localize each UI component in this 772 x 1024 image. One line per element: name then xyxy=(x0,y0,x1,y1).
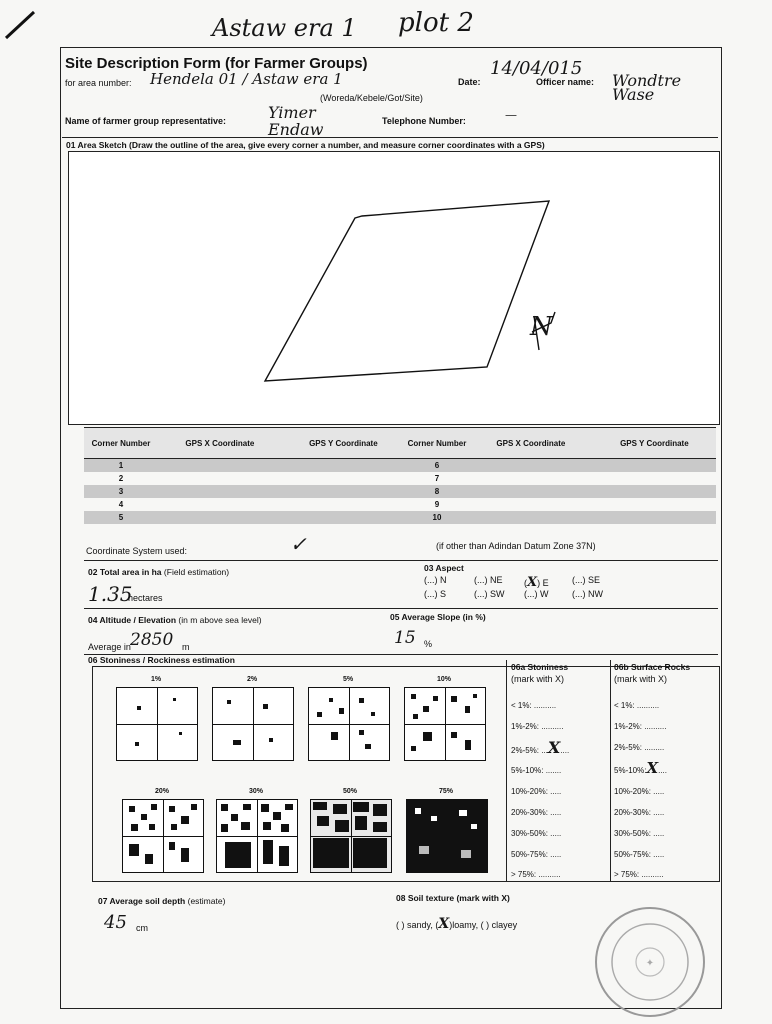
diagram-label: 1% xyxy=(150,676,162,683)
area-outline xyxy=(69,152,719,424)
aspect-option[interactable]: (...) N xyxy=(424,575,447,585)
altitude-unit: m xyxy=(182,642,190,652)
corner-number: 7 xyxy=(434,474,440,483)
coordinate-note: (if other than Adindan Datum Zone 37N) xyxy=(436,541,596,551)
aspect-option[interactable]: (...) NE xyxy=(474,575,503,585)
gps-cell[interactable] xyxy=(593,472,716,485)
svg-text:✦: ✦ xyxy=(645,958,655,969)
stoniness-option[interactable]: 50%-75%: ..... xyxy=(511,849,562,859)
gps-cell[interactable] xyxy=(469,459,593,473)
divider xyxy=(62,137,718,138)
aspect-option[interactable]: (...) SW xyxy=(474,589,505,599)
diagram-label: 50% xyxy=(342,788,357,795)
gps-cell[interactable] xyxy=(469,472,593,485)
surface-rock-option[interactable]: 5%-10%:X.... xyxy=(614,759,667,778)
corner-number: 1 xyxy=(84,459,158,473)
stoniness-heading: 06 Stoniness / Rockiness estimation xyxy=(88,655,235,665)
gps-cell[interactable] xyxy=(469,485,593,498)
official-stamp xyxy=(578,900,728,1020)
corner-number: 5 xyxy=(84,511,158,524)
area-number-label: for area number: xyxy=(65,78,132,88)
stoniness-col-b-hint: (mark with X) xyxy=(614,674,668,684)
top-note-left: Astaw era 1 xyxy=(212,14,357,42)
soil-depth-heading: 07 Average soil depth (estimate) xyxy=(98,896,226,906)
stoniness-diagram-75 xyxy=(406,799,488,873)
table-row xyxy=(84,459,716,473)
stoniness-diagram-30 xyxy=(216,799,298,873)
gps-cell[interactable] xyxy=(158,459,282,473)
diagram-label: 30% xyxy=(248,788,263,795)
diagram-label: 75% xyxy=(438,788,453,795)
table-row xyxy=(84,498,716,511)
gps-cell[interactable] xyxy=(158,498,282,511)
corner-pen-mark xyxy=(0,0,60,60)
date-label: Date: xyxy=(458,77,481,87)
stoniness-diagram-5 xyxy=(308,687,390,761)
corner-number: 8 xyxy=(405,485,469,498)
divider xyxy=(84,560,718,561)
sketch-heading: 01 Area Sketch (Draw the outline of the area, give every corner a number, and measure corner coordinates with a GPS) xyxy=(66,140,545,150)
stoniness-option[interactable]: 20%-30%: ..... xyxy=(511,807,562,817)
date-value[interactable]: 14/04/015 xyxy=(490,58,583,79)
aspect-heading: 03 Aspect xyxy=(424,563,464,573)
stoniness-option[interactable]: 5%-10%: ....... xyxy=(511,766,562,776)
surface-rock-option[interactable]: 30%-50%: ..... xyxy=(614,828,665,838)
divider xyxy=(84,608,718,609)
gps-cell[interactable] xyxy=(158,485,282,498)
slope-heading: 05 Average Slope (in %) xyxy=(390,612,486,622)
divider xyxy=(610,660,611,882)
gps-cell[interactable] xyxy=(469,498,593,511)
diagram-label: 5% xyxy=(342,676,354,683)
soil-depth-value[interactable]: 45 xyxy=(104,912,127,933)
stoniness-diagram-10 xyxy=(404,687,486,761)
divider xyxy=(506,660,507,882)
stoniness-diagram-1 xyxy=(116,687,198,761)
gps-cell[interactable] xyxy=(593,459,716,473)
stoniness-option[interactable]: 2%-5%: ...X.... xyxy=(511,737,570,757)
stoniness-col-b-title: 06b Surface Rocks xyxy=(614,662,691,672)
stoniness-diagram-50 xyxy=(310,799,392,873)
table-row xyxy=(84,472,716,485)
gps-header: Corner Number xyxy=(407,438,467,448)
altitude-heading: 04 Altitude / Elevation (in m above sea level) xyxy=(88,615,262,625)
altitude-value[interactable]: 2850 xyxy=(130,630,174,650)
diagram-label: 10% xyxy=(436,676,451,683)
stoniness-col-a-title: 06a Stoniness xyxy=(511,662,569,672)
corner-number: 10 xyxy=(405,511,469,524)
officer-value[interactable]: Wondtre Wase xyxy=(612,71,682,104)
stoniness-diagram-2 xyxy=(212,687,294,761)
surface-rock-option[interactable]: 2%-5%: ......... xyxy=(614,742,665,752)
top-note-right: plot 2 xyxy=(398,8,474,38)
soil-depth-unit: cm xyxy=(136,923,148,933)
table-row xyxy=(84,485,716,498)
rep-value[interactable]: Yimer Endaw xyxy=(268,103,324,139)
gps-cell[interactable] xyxy=(469,511,593,524)
stoniness-col-a xyxy=(511,696,569,886)
corner-number: 2 xyxy=(118,474,124,483)
gps-cell[interactable] xyxy=(158,472,282,485)
stoniness-option[interactable]: 1%-2%: .......... xyxy=(511,721,564,731)
diagram-label: 20% xyxy=(154,788,169,795)
aspect-option[interactable]: (...) NW xyxy=(572,589,603,599)
corner-number: 4 xyxy=(118,500,124,509)
gps-table xyxy=(84,427,716,524)
slope-value[interactable]: 15 xyxy=(394,628,416,648)
stoniness-option[interactable]: 10%-20%: ..... xyxy=(511,787,562,797)
gps-cell[interactable] xyxy=(282,459,405,473)
gps-cell[interactable] xyxy=(593,511,716,524)
gps-header: GPS Y Coordinate xyxy=(309,438,378,448)
gps-cell[interactable] xyxy=(158,511,282,524)
surface-rock-option[interactable]: < 1%: .......... xyxy=(614,701,660,710)
table-row xyxy=(84,511,716,524)
phone-label: Telephone Number: xyxy=(382,116,466,126)
surface-rock-option[interactable]: 10%-20%: ..... xyxy=(614,787,665,797)
north-mark: N xyxy=(530,312,553,342)
gps-cell[interactable] xyxy=(282,472,405,485)
gps-cell[interactable] xyxy=(282,498,405,511)
gps-header: Corner Number xyxy=(91,438,151,448)
officer-label: Officer name: xyxy=(536,77,595,87)
gps-cell[interactable] xyxy=(282,485,405,498)
stoniness-option[interactable]: < 1%: .......... xyxy=(511,701,557,710)
aspect-option[interactable]: (...) SE xyxy=(572,575,601,585)
gps-header: GPS Y Coordinate xyxy=(620,438,689,448)
form-title: Site Description Form (for Farmer Groups) xyxy=(65,55,368,72)
stoniness-col-b xyxy=(614,696,667,886)
slope-unit: % xyxy=(424,639,433,649)
surface-rock-option[interactable]: 1%-2%: .......... xyxy=(614,721,667,731)
total-area-unit: hectares xyxy=(128,593,163,603)
aspect-option[interactable]: (...) S xyxy=(424,589,447,599)
corner-number: 9 xyxy=(434,500,440,509)
total-area-heading: 02 Total area in ha (Field estimation) xyxy=(88,567,230,577)
altitude-prefix: Average in xyxy=(88,642,131,652)
corner-number: 6 xyxy=(405,459,469,473)
area-number-value[interactable]: Hendela 01 / Astaw era 1 xyxy=(150,70,343,88)
gps-header: GPS X Coordinate xyxy=(185,438,255,448)
rep-label: Name of farmer group representative: xyxy=(65,116,227,126)
stoniness-option[interactable]: > 75%: .......... xyxy=(511,870,561,880)
sketch-area[interactable] xyxy=(68,151,720,425)
surface-rock-option[interactable]: 20%-30%: ..... xyxy=(614,807,665,817)
surface-rock-option[interactable]: > 75%: .......... xyxy=(614,870,664,880)
aspect-option[interactable]: (...) W xyxy=(524,589,549,599)
coordinate-label: Coordinate System used: xyxy=(86,546,188,556)
corner-number: 3 xyxy=(84,485,158,498)
aspect-option[interactable]: (X) E xyxy=(524,575,549,590)
gps-cell[interactable] xyxy=(593,485,716,498)
stoniness-option[interactable]: 30%-50%: ..... xyxy=(511,828,562,838)
stoniness-col-a-hint: (mark with X) xyxy=(511,674,565,684)
total-area-value[interactable]: 1.35 xyxy=(88,582,133,606)
surface-rock-option[interactable]: 50%-75%: ..... xyxy=(614,849,665,859)
gps-header: GPS X Coordinate xyxy=(496,438,566,448)
texture-options[interactable]: ( ) sandy, (X)loamy, ( ) clayey xyxy=(396,916,518,932)
phone-value[interactable]: — xyxy=(505,108,517,122)
coordinate-value[interactable]: ✓ xyxy=(290,532,307,556)
gps-cell[interactable] xyxy=(282,511,405,524)
diagram-label: 2% xyxy=(246,676,258,683)
stoniness-diagram-20 xyxy=(122,799,204,873)
texture-heading: 08 Soil texture (mark with X) xyxy=(396,893,510,903)
gps-cell[interactable] xyxy=(593,498,716,511)
area-number-hint: (Woreda/Kebele/Got/Site) xyxy=(320,93,423,103)
